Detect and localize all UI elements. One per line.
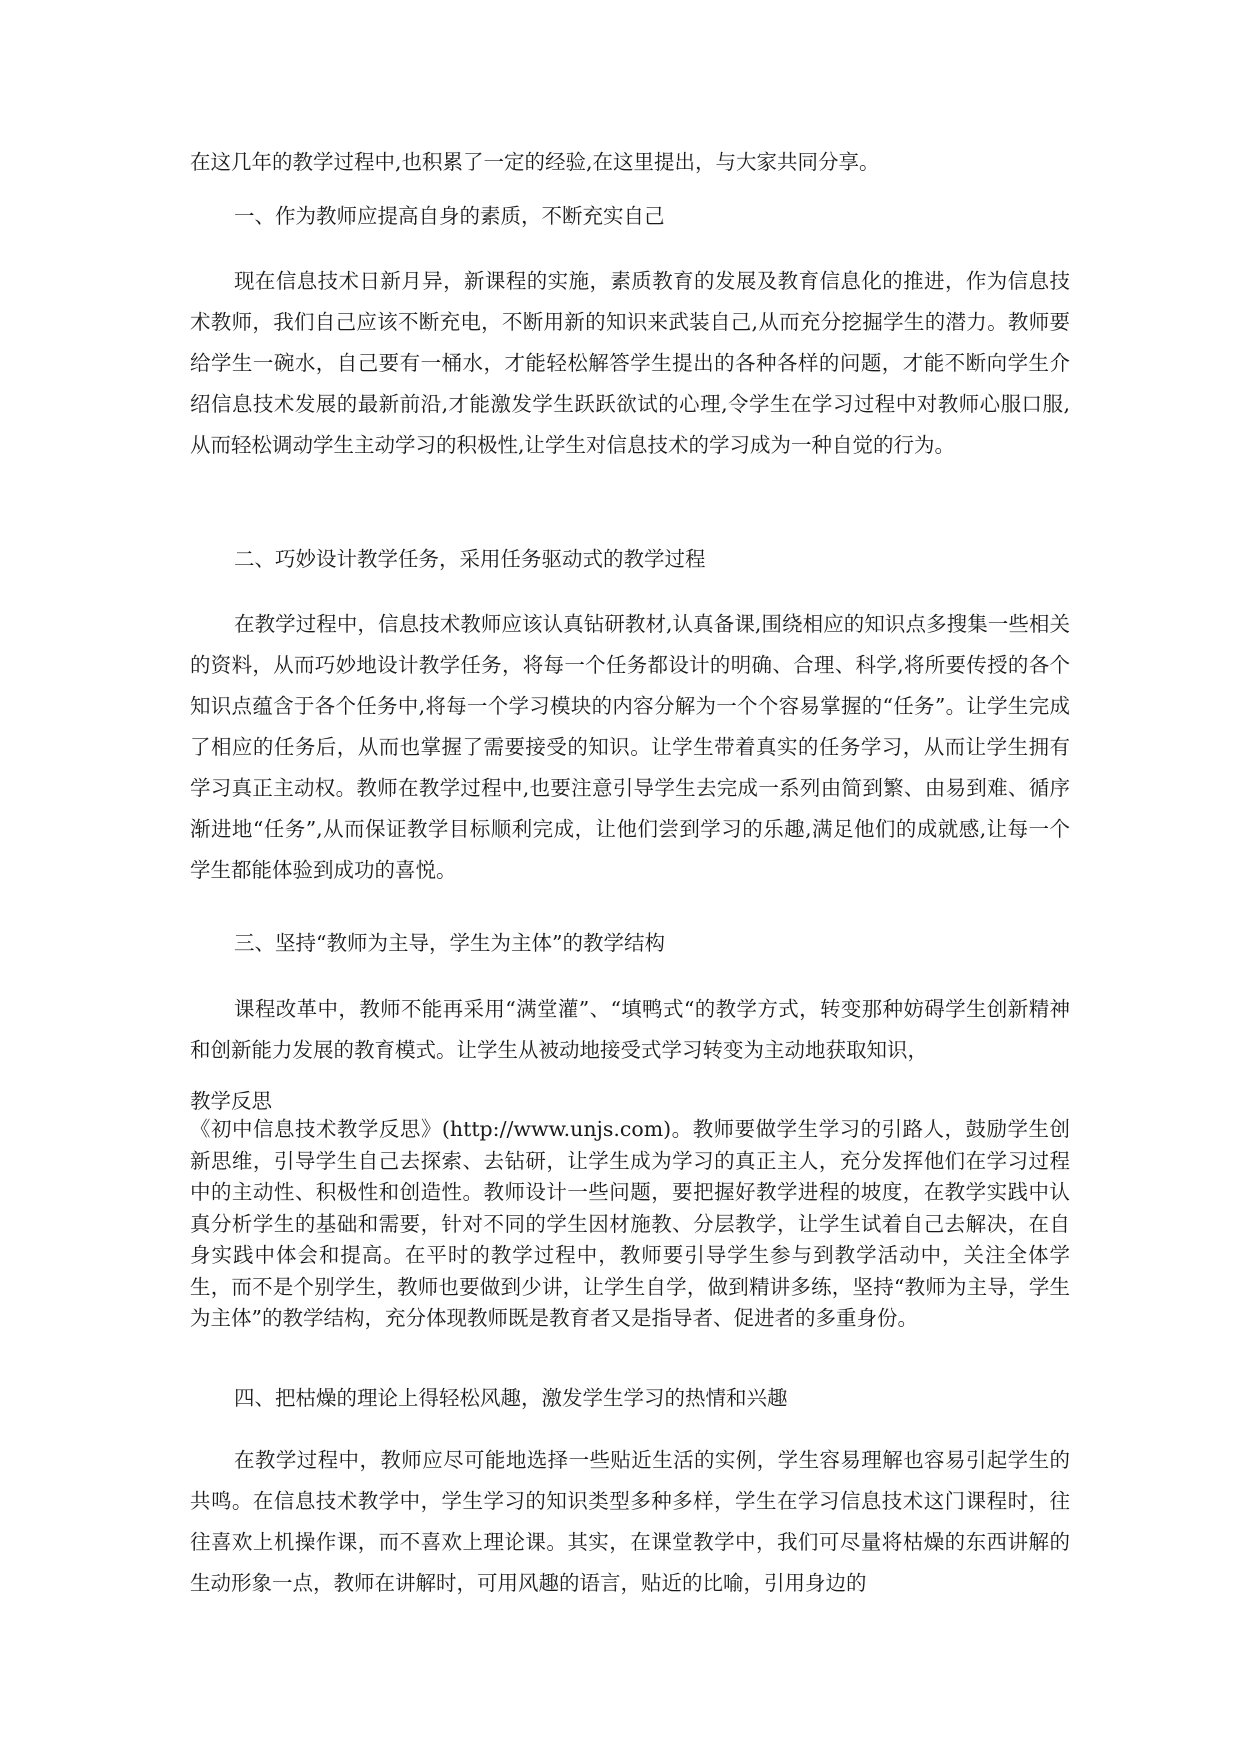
- section-3-paragraph: 课程改革中，教师不能再采用“满堂灌”、“填鸭式“的教学方式，转变那种妨碍学生创新精神和创新能力发展的教育模式。让学生从被动地接受式学习转变为主动地获取知识，: [190, 997, 1070, 1062]
- reflection-paragraph: 《初中信息技术教学反思》(http://www.unjs.com)。教师要做学生学习的引路人，鼓励学生创新思维，引导学生自己去探索、去钻研，让学生成为学习的真正主人，充分发挥他们在学习过程中的主动性、积极性和创造性。教师设计一些问题，要把握好教学进程的坡度，在教学实践中认真分析学生的基础和需要，针对不同的学生因材施教、分层教学，让学生试着自己去解决，在自身实践中体会和提高。在平时的教学过程中，教师要引导学生参与到教学活动中，关注全体学生，而不是个别学生，教师也要做到少讲，让学生自学，做到精讲多练，坚持“教师为主导，学生为主体”的教学结构，充分体现教师既是教育者又是指导者、促进者的多重身份。: [190, 1117, 1070, 1330]
- reflection-label: 教学反思: [190, 1089, 272, 1113]
- section-heading-4: 四、把枯燥的理论上得轻松风趣，激发学生学习的热情和兴趣: [234, 1386, 788, 1410]
- section-heading-3: 三、坚持“教师为主导，学生为主体”的教学结构: [234, 931, 665, 955]
- intro-paragraph: 在这几年的教学过程中,也积累了一定的经验,在这里提出，与大家共同分享。: [190, 150, 880, 174]
- section-2-paragraph: 在教学过程中，信息技术教师应该认真钻研教材,认真备课,围绕相应的知识点多搜集一些相关的资料，从而巧妙地设计教学任务，将每一个任务都设计的明确、合理、科学,将所要传授的各个知识点蕴含于各个任务中,将每一个学习模块的内容分解为一个个容易掌握的“任务”。让学生完成了相应的任务后，从而也掌握了需要接受的知识。让学生带着真实的任务学习，从而让学生拥有学习真正主动权。教师在教学过程中,也要注意引导学生去完成一系列由简到繁、由易到难、循序渐进地“任务”,从而保证教学目标顺利完成，让他们尝到学习的乐趣,满足他们的成就感,让每一个学生都能体验到成功的喜悦。: [190, 612, 1070, 882]
- section-4-paragraph: 在教学过程中，教师应尽可能地选择一些贴近生活的实例，学生容易理解也容易引起学生的共鸣。在信息技术教学中，学生学习的知识类型多种多样，学生在学习信息技术这门课程时，往往喜欢上机操作课，而不喜欢上理论课。其实，在课堂教学中，我们可尽量将枯燥的东西讲解的生动形象一点，教师在讲解时，可用风趣的语言，贴近的比喻，引用身边的: [190, 1448, 1070, 1595]
- section-1-paragraph: 现在信息技术日新月异，新课程的实施，素质教育的发展及教育信息化的推进，作为信息技术教师，我们自己应该不断充电，不断用新的知识来武装自己,从而充分挖掘学生的潜力。教师要给学生一碗水，自己要有一桶水，才能轻松解答学生提出的各种各样的问题，才能不断向学生介绍信息技术发展的最新前沿,才能激发学生跃跃欲试的心理,令学生在学习过程中对教师心服口服,从而轻松调动学生主动学习的积极性,让学生对信息技术的学习成为一种自觉的行为。: [190, 269, 1070, 457]
- section-heading-1: 一、作为教师应提高自身的素质，不断充实自己: [234, 204, 665, 228]
- section-heading-2: 二、巧妙设计教学任务，采用任务驱动式的教学过程: [234, 547, 706, 571]
